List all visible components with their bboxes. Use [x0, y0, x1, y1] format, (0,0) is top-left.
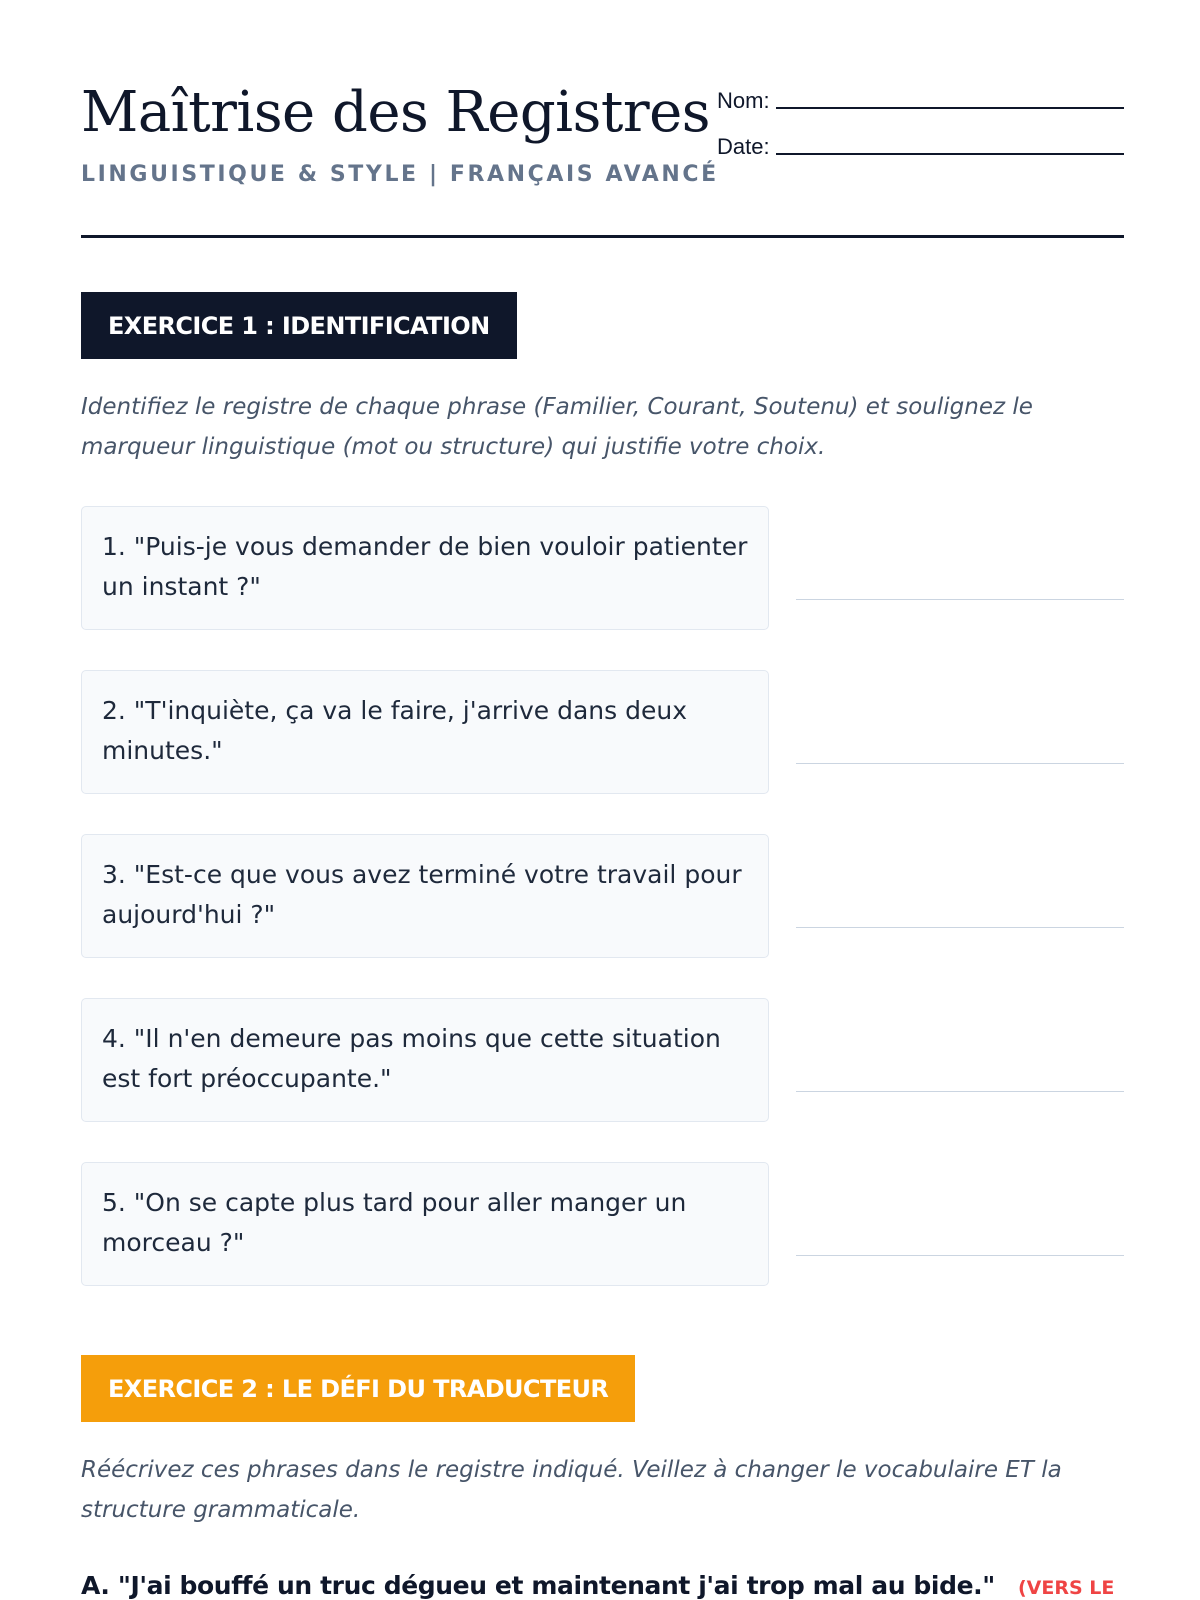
page-title: Maîtrise des Registres — [81, 80, 710, 145]
name-field[interactable] — [717, 84, 1124, 114]
sentence-box: 3. "Est-ce que vous avez terminé votre travail pour aujourd'hui ?" — [81, 834, 769, 958]
exercise1-item-row — [81, 670, 1124, 794]
exercise2-item-a-target: (VERS LE — [1017, 1577, 1115, 1599]
sentence-box: 1. "Puis-je vous demander de bien vouloir patienter un instant ?" — [81, 506, 769, 630]
exercise2-item-a — [81, 1571, 1124, 1600]
exercise1-item-row — [81, 1162, 1124, 1286]
name-label: Nom: — [717, 88, 770, 113]
exercise2-item-a-sentence: A. "J'ai bouffé un truc dégueu et maintenant j'ai trop mal au bide." — [81, 1571, 995, 1600]
answer-line[interactable] — [796, 1255, 1124, 1256]
date-field[interactable] — [717, 130, 1124, 160]
worksheet-page — [81, 0, 1124, 1600]
answer-line[interactable] — [796, 763, 1124, 764]
exercise1-items — [81, 506, 1124, 1326]
exercise2-heading: EXERCICE 2 : LE DÉFI DU TRADUCTEUR — [81, 1355, 635, 1422]
date-blank-line[interactable] — [776, 153, 1124, 155]
exercise1-heading: EXERCICE 1 : IDENTIFICATION — [81, 292, 517, 359]
sentence-box: 5. "On se capte plus tard pour aller manger un morceau ?" — [81, 1162, 769, 1286]
sentence-box: 2. "T'inquiète, ça va le faire, j'arrive dans deux minutes." — [81, 670, 769, 794]
page-subtitle: LINGUISTIQUE & STYLE | FRANÇAIS AVANCÉ — [81, 162, 719, 187]
worksheet-header — [81, 0, 1124, 238]
name-blank-line[interactable] — [776, 107, 1124, 109]
student-fields — [717, 84, 1124, 176]
answer-line[interactable] — [796, 599, 1124, 600]
answer-line[interactable] — [796, 927, 1124, 928]
exercise2-instructions: Réécrivez ces phrases dans le registre indiqué. Veillez à changer le vocabulaire ET la structure grammaticale. — [81, 1457, 1062, 1523]
exercise1-item-row — [81, 506, 1124, 630]
exercise1-item-row — [81, 998, 1124, 1122]
exercise1-instructions: Identifiez le registre de chaque phrase (Familier, Courant, Soutenu) et soulignez le marqueur linguistique (mot ou structure) qui justifie votre choix. — [81, 394, 1033, 460]
sentence-box: 4. "Il n'en demeure pas moins que cette situation est fort préoccupante." — [81, 998, 769, 1122]
answer-line[interactable] — [796, 1091, 1124, 1092]
date-label: Date: — [717, 134, 770, 159]
exercise1-item-row — [81, 834, 1124, 958]
